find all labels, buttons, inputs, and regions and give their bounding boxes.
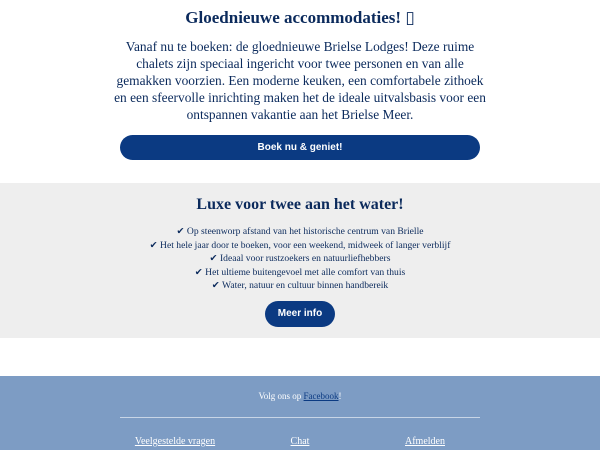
intro-description: Vanaf nu te boeken: de gloednieuwe Brielse Lodges! Deze ruime chalets zijn speciaal ingericht voor twee personen en van alle gemakken voorzien. Een moderne keuken, een comfortabele zithoek en een sfeervolle inrichting maken het de ideale uitvalsbasis voor een ontspannen vakantie aan het Brielse Meer.: [114, 39, 486, 122]
unsubscribe-link[interactable]: Afmelden: [405, 436, 445, 447]
spacer: [0, 338, 600, 376]
feature-list: [0, 225, 600, 293]
footer-divider: [120, 417, 480, 418]
luxe-section: [0, 183, 600, 338]
luxe-title: Luxe voor twee aan het water!: [196, 196, 404, 213]
follow-prefix: Volg ons op: [258, 391, 304, 401]
list-item: ✔ Het ultieme buitengevoel met alle comfort van thuis: [194, 266, 406, 278]
list-item: ✔ Ideaal voor rustzoekers en natuurliefhebbers: [209, 253, 391, 264]
intro-title: Gloednieuwe accommodaties! ▯: [185, 8, 415, 27]
follow-us-text: [0, 391, 600, 401]
book-now-button[interactable]: Boek nu & geniet!: [120, 135, 480, 160]
facebook-link[interactable]: Facebook: [303, 391, 339, 401]
footer: [0, 376, 600, 450]
list-item: ✔ Op steenworp afstand van het historische centrum van Brielle: [176, 226, 424, 237]
more-info-button[interactable]: Meer info: [265, 301, 335, 327]
intro-section: [0, 0, 600, 183]
list-item: ✔ Het hele jaar door te boeken, voor een weekend, midweek of langer verblijf: [149, 239, 451, 251]
chat-link[interactable]: Chat: [290, 436, 310, 447]
list-item: ✔ Water, natuur en cultuur binnen handbereik: [211, 280, 389, 291]
follow-suffix: !: [338, 391, 342, 401]
faq-link[interactable]: Veelgestelde vragen: [134, 436, 216, 447]
